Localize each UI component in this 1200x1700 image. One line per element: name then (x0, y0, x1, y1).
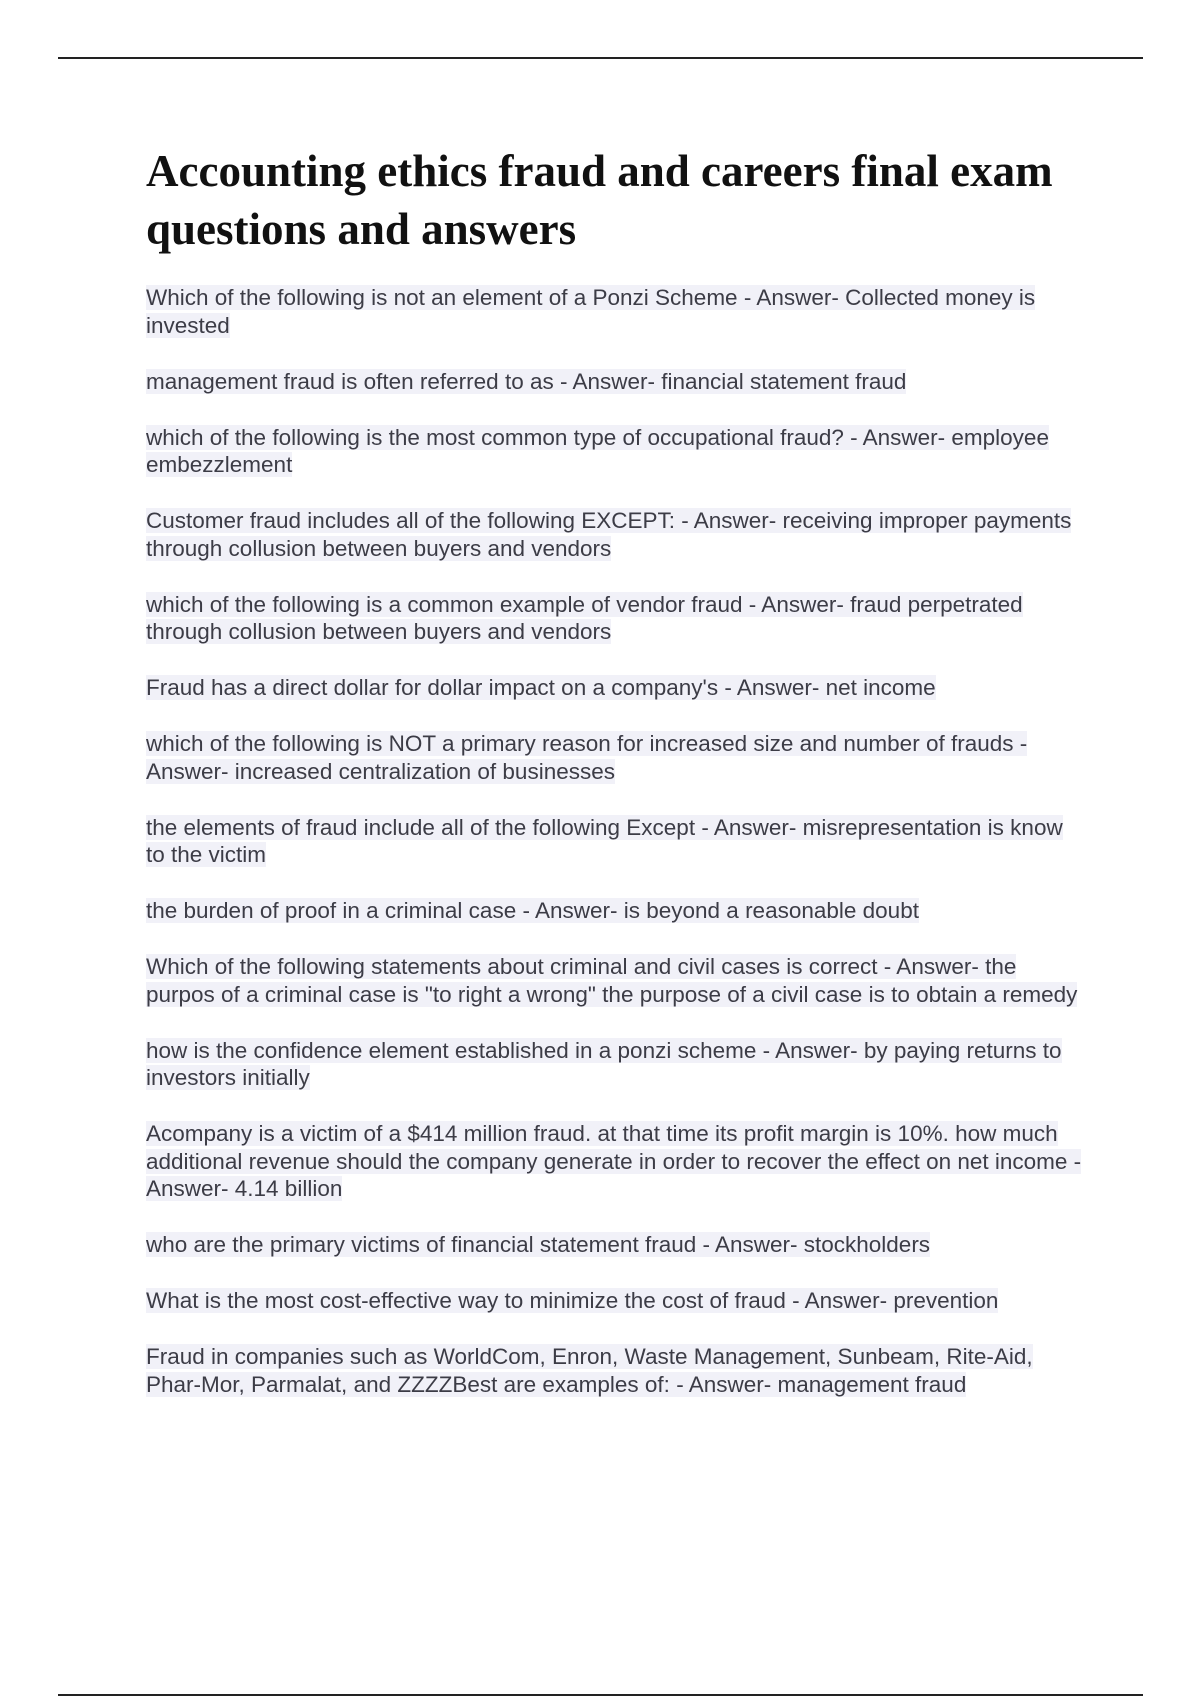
qa-item (146, 814, 1086, 869)
qa-item (146, 368, 1086, 396)
qa-item (146, 1231, 1086, 1259)
qa-item (146, 730, 1086, 785)
qa-text: Which of the following is not an element of a Ponzi Scheme - Answer- Collected money is invested (146, 285, 1036, 338)
qa-text: how is the confidence element established in a ponzi scheme - Answer- by paying returns to investors initially (146, 1037, 1062, 1090)
document-title: Accounting ethics fraud and careers final exam questions and answers (146, 146, 1053, 254)
qa-text: Acompany is a victim of a $414 million fraud. at that time its profit margin is 10%. how much additional revenue should the company generate in order to recover the effect on net income - Answer- 4.14 billion (146, 1121, 1082, 1201)
qa-text: the burden of proof in a criminal case - Answer- is beyond a reasonable doubt (146, 898, 919, 923)
qa-item (146, 897, 1086, 925)
qa-item (146, 284, 1086, 339)
qa-text: which of the following is a common example of vendor fraud - Answer- fraud perpetrated through collusion between buyers and vendors (146, 591, 1023, 644)
qa-item (146, 591, 1086, 646)
qa-text: What is the most cost-effective way to minimize the cost of fraud - Answer- prevention (146, 1288, 999, 1313)
qa-item (146, 1343, 1086, 1398)
qa-item (146, 674, 1086, 702)
qa-text: Fraud in companies such as WorldCom, Enron, Waste Management, Sunbeam, Rite-Aid, Phar-Mor, Parmalat, and ZZZZBest are examples of: - Answer- management fraud (146, 1344, 1033, 1397)
qa-list (146, 284, 1086, 1398)
qa-item (146, 424, 1086, 479)
header-rule (58, 57, 1143, 59)
qa-item (146, 1120, 1086, 1203)
footer-rule (58, 1694, 1143, 1696)
qa-text: Customer fraud includes all of the following EXCEPT: - Answer- receiving improper payments through collusion between buyers and vendors (146, 508, 1072, 561)
qa-text: management fraud is often referred to as - Answer- financial statement fraud (146, 368, 907, 394)
qa-item (146, 1037, 1086, 1092)
qa-item (146, 507, 1086, 562)
qa-text: who are the primary victims of financial statement fraud - Answer- stockholders (146, 1232, 931, 1257)
qa-text: Fraud has a direct dollar for dollar impact on a company's - Answer- net income (146, 675, 936, 700)
qa-text: which of the following is the most common type of occupational fraud? - Answer- employee embezzlement (146, 424, 1049, 477)
qa-item (146, 953, 1086, 1008)
qa-text: which of the following is NOT a primary reason for increased size and number of frauds - Answer- increased centralization of businesses (146, 731, 1028, 784)
qa-item (146, 1287, 1086, 1315)
qa-text: the elements of fraud include all of the following Except - Answer- misrepresentation is know to the victim (146, 814, 1063, 867)
document-body (146, 142, 1086, 1427)
qa-text: Which of the following statements about criminal and civil cases is correct - Answer- the purpos of a criminal case is "to right a wrong" the purpose of a civil case is to obtain a remedy (146, 954, 1078, 1007)
